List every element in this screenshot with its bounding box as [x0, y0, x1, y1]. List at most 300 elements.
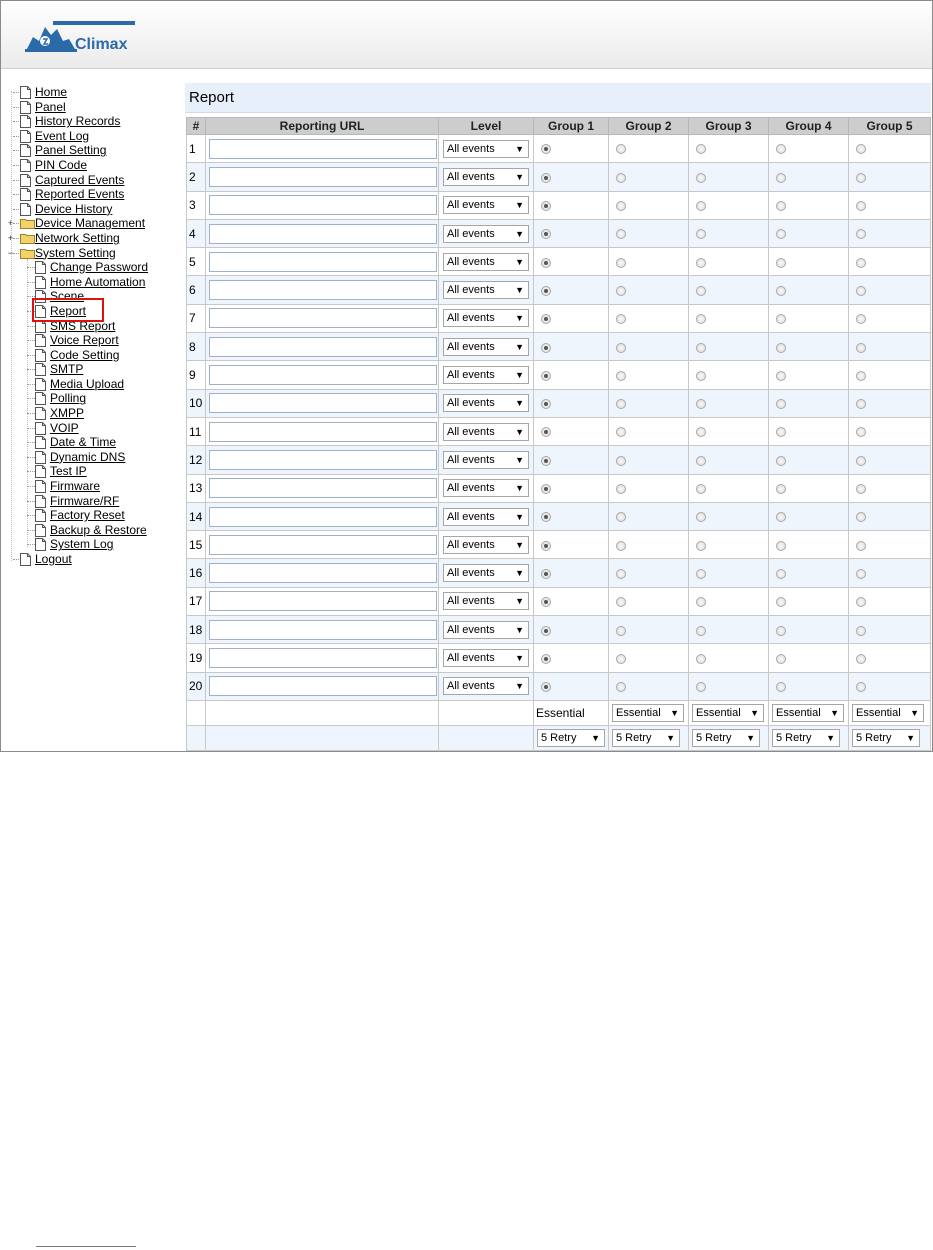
group3-radio[interactable]: [696, 286, 706, 296]
group2-level-select[interactable]: Essential ▼: [612, 704, 684, 722]
group3-radio[interactable]: [696, 343, 706, 353]
group1-radio[interactable]: [541, 427, 551, 437]
page-icon: [35, 538, 46, 551]
group3-radio[interactable]: [696, 654, 706, 664]
sidebar-item-firmware[interactable]: [5, 479, 181, 494]
page-icon: [35, 363, 46, 376]
group4-radio[interactable]: [776, 286, 786, 296]
level-footer-row: [187, 700, 931, 725]
group3-radio[interactable]: [696, 371, 706, 381]
group4-radio[interactable]: [776, 229, 786, 239]
sidebar-item-label[interactable]: Dynamic DNS: [50, 449, 126, 464]
level-select[interactable]: All events ▼: [443, 309, 529, 327]
column-header: Group 2: [609, 118, 689, 135]
page-icon: [20, 553, 31, 566]
sidebar-item-label[interactable]: Device Management: [35, 216, 146, 231]
table-row: [187, 361, 931, 389]
sidebar-item-label[interactable]: Captured Events: [35, 172, 125, 187]
sidebar-item-dynamic-dns[interactable]: [5, 450, 181, 465]
group5-radio[interactable]: [856, 144, 866, 154]
group3-radio[interactable]: [696, 626, 706, 636]
page-icon: [20, 174, 31, 187]
row-number: 6: [187, 276, 206, 304]
group3-retry-select[interactable]: 5 Retry ▼: [692, 729, 760, 747]
group2-radio[interactable]: [616, 229, 626, 239]
group1-radio[interactable]: [541, 626, 551, 636]
group5-radio[interactable]: [856, 682, 866, 692]
group4-radio[interactable]: [776, 201, 786, 211]
row-number: 3: [187, 191, 206, 219]
page-icon: [35, 480, 46, 493]
level-select[interactable]: All events ▼: [443, 677, 529, 695]
dropdown-arrow-icon: ▼: [515, 256, 524, 267]
report-table: [186, 117, 931, 751]
sidebar-item-label[interactable]: Panel Setting: [35, 143, 107, 158]
group1-radio[interactable]: [541, 201, 551, 211]
reporting-url-input[interactable]: [209, 535, 437, 555]
group4-radio[interactable]: [776, 541, 786, 551]
group3-radio[interactable]: [696, 258, 706, 268]
group4-radio[interactable]: [776, 597, 786, 607]
row-number: 1: [187, 135, 206, 163]
dropdown-arrow-icon: ▼: [515, 313, 524, 324]
group1-radio[interactable]: [541, 654, 551, 664]
table-row: [187, 417, 931, 445]
sidebar-item-device-history[interactable]: [5, 202, 181, 217]
page-title: Report: [185, 83, 931, 113]
column-header: #: [187, 118, 206, 135]
sidebar-item-panel-setting[interactable]: [5, 143, 181, 158]
group4-level-select[interactable]: Essential ▼: [772, 704, 844, 722]
sidebar-item-label[interactable]: Event Log: [35, 128, 90, 143]
level-select[interactable]: All events ▼: [443, 281, 529, 299]
page-icon: [35, 407, 46, 420]
sidebar-item-panel[interactable]: [5, 100, 181, 115]
dropdown-arrow-icon: ▼: [515, 568, 524, 579]
group2-radio[interactable]: [616, 484, 626, 494]
group5-radio[interactable]: [856, 626, 866, 636]
column-header: Group 5: [849, 118, 931, 135]
group3-level-select[interactable]: Essential ▼: [692, 704, 764, 722]
sidebar-item-reported-events[interactable]: [5, 187, 181, 202]
page-icon: [35, 378, 46, 391]
sidebar-item-smtp[interactable]: [5, 362, 181, 377]
page-icon: [35, 276, 46, 289]
group4-radio[interactable]: [776, 343, 786, 353]
reporting-url-input[interactable]: [209, 167, 437, 187]
group4-radio[interactable]: [776, 512, 786, 522]
row-number: 17: [187, 587, 206, 615]
sidebar-item-polling[interactable]: [5, 391, 181, 406]
group1-radio[interactable]: [541, 541, 551, 551]
group1-radio[interactable]: [541, 456, 551, 466]
group4-radio[interactable]: [776, 258, 786, 268]
group5-radio[interactable]: [856, 201, 866, 211]
dropdown-arrow-icon: ▼: [670, 707, 679, 718]
group2-radio[interactable]: [616, 541, 626, 551]
group1-radio[interactable]: [541, 597, 551, 607]
folder-icon: [20, 248, 35, 259]
dropdown-arrow-icon: ▼: [830, 707, 839, 718]
sidebar-nav: [5, 85, 181, 567]
group3-radio[interactable]: [696, 201, 706, 211]
level-select[interactable]: All events ▼: [443, 253, 529, 271]
table-row: [187, 644, 931, 672]
page-icon: [35, 451, 46, 464]
sidebar-item-label[interactable]: Home Automation: [50, 274, 146, 289]
group5-radio[interactable]: [856, 343, 866, 353]
group5-radio[interactable]: [856, 286, 866, 296]
level-select[interactable]: All events ▼: [443, 451, 529, 469]
row-number: 18: [187, 616, 206, 644]
sidebar-item-label[interactable]: Reported Events: [35, 187, 125, 202]
sidebar-item-change-password[interactable]: [5, 260, 181, 275]
reporting-url-input[interactable]: [209, 195, 437, 215]
row-number: 9: [187, 361, 206, 389]
group5-radio[interactable]: [856, 456, 866, 466]
table-row: [187, 333, 931, 361]
group2-radio[interactable]: [616, 173, 626, 183]
group3-radio[interactable]: [696, 173, 706, 183]
sidebar-item-label[interactable]: XMPP: [50, 406, 85, 421]
group4-radio[interactable]: [776, 654, 786, 664]
group2-radio[interactable]: [616, 597, 626, 607]
sidebar-item-label[interactable]: VOIP: [50, 420, 79, 435]
sidebar-item-pin-code[interactable]: [5, 158, 181, 173]
page-icon: [20, 188, 31, 201]
sidebar-item-label[interactable]: SMTP: [50, 362, 84, 377]
table-row: [187, 672, 931, 700]
level-select[interactable]: All events ▼: [443, 168, 529, 186]
group5-radio[interactable]: [856, 371, 866, 381]
table-header-row: [187, 118, 931, 135]
row-number: 5: [187, 248, 206, 276]
group3-radio[interactable]: [696, 229, 706, 239]
group5-radio[interactable]: [856, 399, 866, 409]
reporting-url-input[interactable]: [209, 224, 437, 244]
dropdown-arrow-icon: ▼: [515, 483, 524, 494]
dropdown-arrow-icon: ▼: [515, 143, 524, 154]
reporting-url-input[interactable]: [209, 507, 437, 527]
group3-radio[interactable]: [696, 484, 706, 494]
reporting-url-input[interactable]: [209, 450, 437, 470]
level-select[interactable]: All events ▼: [443, 225, 529, 243]
sidebar-item-test-ip[interactable]: [5, 464, 181, 479]
reporting-url-input[interactable]: [209, 337, 437, 357]
group2-radio[interactable]: [616, 343, 626, 353]
sidebar-item-device-management[interactable]: [5, 216, 181, 231]
table-row: [187, 616, 931, 644]
sidebar-item-label[interactable]: System Setting: [35, 245, 116, 260]
table-row: [187, 587, 931, 615]
group1-radio[interactable]: [541, 286, 551, 296]
group1-radio[interactable]: [541, 144, 551, 154]
group5-radio[interactable]: [856, 541, 866, 551]
level-select[interactable]: All events ▼: [443, 536, 529, 554]
group1-radio[interactable]: [541, 343, 551, 353]
reporting-url-input[interactable]: [209, 280, 437, 300]
dropdown-arrow-icon: ▼: [515, 285, 524, 296]
sidebar-item-event-log[interactable]: [5, 129, 181, 144]
group4-retry-select[interactable]: 5 Retry ▼: [772, 729, 840, 747]
group2-radio[interactable]: [616, 569, 626, 579]
level-select[interactable]: All events ▼: [443, 564, 529, 582]
sidebar-item-voip[interactable]: [5, 421, 181, 436]
row-number: 8: [187, 333, 206, 361]
sidebar-item-label[interactable]: Backup & Restore: [50, 522, 147, 537]
dropdown-arrow-icon: ▼: [515, 681, 524, 692]
sidebar-item-label[interactable]: Scene: [50, 289, 85, 304]
sidebar-item-code-setting[interactable]: [5, 348, 181, 363]
group2-radio[interactable]: [616, 201, 626, 211]
group5-radio[interactable]: [856, 427, 866, 437]
table-row: [187, 304, 931, 332]
column-header: Group 1: [534, 118, 609, 135]
column-header: Level: [439, 118, 534, 135]
level-select[interactable]: All events ▼: [443, 508, 529, 526]
group5-radio[interactable]: [856, 314, 866, 324]
sidebar-item-label[interactable]: Firmware/RF: [50, 493, 120, 508]
column-header: Reporting URL: [206, 118, 439, 135]
reporting-url-input[interactable]: [209, 563, 437, 583]
group2-radio[interactable]: [616, 654, 626, 664]
dropdown-arrow-icon: ▼: [515, 596, 524, 607]
sidebar-item-network-setting[interactable]: [5, 231, 181, 246]
group3-radio[interactable]: [696, 314, 706, 324]
sidebar-item-label[interactable]: Device History: [35, 201, 113, 216]
sidebar-item-history-records[interactable]: [5, 114, 181, 129]
climax-logo: [23, 15, 139, 59]
group2-radio[interactable]: [616, 456, 626, 466]
sidebar-item-label[interactable]: SMS Report: [50, 318, 116, 333]
row-number: 7: [187, 304, 206, 332]
group2-radio[interactable]: [616, 314, 626, 324]
page-icon: [35, 509, 46, 522]
table-row: [187, 248, 931, 276]
group1-radio[interactable]: [541, 173, 551, 183]
dropdown-arrow-icon: ▼: [591, 732, 600, 743]
group1-radio[interactable]: [541, 484, 551, 494]
group4-radio[interactable]: [776, 144, 786, 154]
sidebar-item-backup-restore[interactable]: [5, 523, 181, 538]
logo-text: Climax: [75, 36, 128, 53]
group2-retry-select[interactable]: 5 Retry ▼: [612, 729, 680, 747]
group1-radio[interactable]: [541, 371, 551, 381]
collapse-icon[interactable]: −: [7, 247, 14, 258]
group2-radio[interactable]: [616, 144, 626, 154]
sidebar-item-label[interactable]: PIN Code: [35, 157, 88, 172]
group5-level-select[interactable]: Essential ▼: [852, 704, 924, 722]
dropdown-arrow-icon: ▼: [910, 707, 919, 718]
group4-radio[interactable]: [776, 456, 786, 466]
sidebar-item-home[interactable]: [5, 85, 181, 100]
group3-radio[interactable]: [696, 541, 706, 551]
reporting-url-input[interactable]: [209, 365, 437, 385]
group5-radio[interactable]: [856, 229, 866, 239]
page-icon: [35, 524, 46, 537]
group2-radio[interactable]: [616, 286, 626, 296]
group4-radio[interactable]: [776, 314, 786, 324]
page-icon: [35, 261, 46, 274]
sidebar-item-label[interactable]: System Log: [50, 537, 114, 552]
folder-icon: [20, 218, 35, 229]
reporting-url-input[interactable]: [209, 252, 437, 272]
page-icon: [35, 392, 46, 405]
expand-icon[interactable]: +: [7, 218, 14, 229]
group2-radio[interactable]: [616, 682, 626, 692]
sidebar-item-firmware-rf[interactable]: [5, 494, 181, 509]
row-number: 12: [187, 446, 206, 474]
group5-radio[interactable]: [856, 512, 866, 522]
table-row: [187, 474, 931, 502]
level-select[interactable]: All events ▼: [443, 196, 529, 214]
sidebar-item-label[interactable]: Logout: [35, 552, 72, 566]
sidebar-item-date-time[interactable]: [5, 435, 181, 450]
sidebar-item-label[interactable]: Code Setting: [50, 347, 120, 362]
group1-radio[interactable]: [541, 569, 551, 579]
reporting-url-input[interactable]: [209, 308, 437, 328]
group3-radio[interactable]: [696, 456, 706, 466]
group1-retry-select[interactable]: 5 Retry ▼: [537, 729, 605, 747]
sidebar-item-label[interactable]: Factory Reset: [50, 508, 125, 523]
group3-radio[interactable]: [696, 512, 706, 522]
group3-radio[interactable]: [696, 682, 706, 692]
sidebar-item-voice-report[interactable]: [5, 333, 181, 348]
sidebar-item-label[interactable]: Firmware: [50, 479, 100, 494]
reporting-url-input[interactable]: [209, 648, 437, 668]
group3-radio[interactable]: [696, 597, 706, 607]
group5-radio[interactable]: [856, 569, 866, 579]
group2-radio[interactable]: [616, 427, 626, 437]
reporting-url-input[interactable]: [209, 393, 437, 413]
sidebar-item-label[interactable]: Voice Report: [50, 333, 119, 348]
dropdown-arrow-icon: ▼: [515, 228, 524, 239]
folder-icon: [20, 233, 35, 244]
group1-radio[interactable]: [541, 314, 551, 324]
group5-radio[interactable]: [856, 258, 866, 268]
reporting-url-input[interactable]: [209, 422, 437, 442]
group5-retry-select[interactable]: 5 Retry ▼: [852, 729, 920, 747]
group1-radio[interactable]: [541, 399, 551, 409]
group3-radio[interactable]: [696, 399, 706, 409]
column-header: Group 4: [769, 118, 849, 135]
dropdown-arrow-icon: ▼: [666, 732, 675, 743]
sidebar-item-system-setting[interactable]: [5, 246, 181, 261]
page-icon: [35, 349, 46, 362]
sidebar-item-label[interactable]: History Records: [35, 114, 121, 129]
group4-radio[interactable]: [776, 399, 786, 409]
report-highlight-box: [32, 298, 104, 322]
group2-radio[interactable]: [616, 371, 626, 381]
reporting-url-input[interactable]: [209, 620, 437, 640]
table-row: [187, 219, 931, 247]
group1-radio[interactable]: [541, 512, 551, 522]
sidebar-item-label[interactable]: Home: [35, 85, 68, 99]
group3-radio[interactable]: [696, 144, 706, 154]
page-icon: [20, 144, 31, 157]
row-number: 13: [187, 474, 206, 502]
level-select[interactable]: All events ▼: [443, 479, 529, 497]
sidebar-item-label[interactable]: Network Setting: [35, 230, 120, 245]
group2-radio[interactable]: [616, 626, 626, 636]
group1-radio[interactable]: [541, 258, 551, 268]
group5-radio[interactable]: [856, 597, 866, 607]
page-icon: [20, 130, 31, 143]
table-row: [187, 389, 931, 417]
level-select[interactable]: All events ▼: [443, 140, 529, 158]
level-select[interactable]: All events ▼: [443, 338, 529, 356]
level-select[interactable]: All events ▼: [443, 394, 529, 412]
table-row: [187, 135, 931, 163]
reporting-url-input[interactable]: [209, 139, 437, 159]
page-icon: [35, 436, 46, 449]
group2-radio[interactable]: [616, 512, 626, 522]
reporting-url-input[interactable]: [209, 591, 437, 611]
group3-radio[interactable]: [696, 569, 706, 579]
sidebar-item-xmpp[interactable]: [5, 406, 181, 421]
sidebar-item-label[interactable]: Change Password: [50, 260, 149, 275]
group4-radio[interactable]: [776, 484, 786, 494]
sidebar-item-label[interactable]: Test IP: [50, 464, 87, 479]
group4-radio[interactable]: [776, 626, 786, 636]
dropdown-arrow-icon: ▼: [515, 454, 524, 465]
group4-radio[interactable]: [776, 371, 786, 381]
dropdown-arrow-icon: ▼: [906, 732, 915, 743]
level-select[interactable]: All events ▼: [443, 423, 529, 441]
group5-radio[interactable]: [856, 654, 866, 664]
reporting-url-input[interactable]: [209, 676, 437, 696]
group1-radio[interactable]: [541, 682, 551, 692]
table-row: [187, 502, 931, 530]
group2-radio[interactable]: [616, 258, 626, 268]
sidebar-item-logout[interactable]: [5, 552, 181, 567]
group3-radio[interactable]: [696, 427, 706, 437]
group4-radio[interactable]: [776, 682, 786, 692]
group5-radio[interactable]: [856, 173, 866, 183]
sidebar-item-factory-reset[interactable]: [5, 508, 181, 523]
table-row: [187, 446, 931, 474]
sidebar-item-label[interactable]: Media Upload: [50, 376, 125, 391]
retry-footer-row: [187, 725, 931, 750]
group2-radio[interactable]: [616, 399, 626, 409]
group4-radio[interactable]: [776, 569, 786, 579]
sidebar-item-captured-events[interactable]: [5, 173, 181, 188]
group4-radio[interactable]: [776, 173, 786, 183]
sidebar-item-label[interactable]: Report: [50, 303, 87, 318]
page-footer-rule: [36, 1246, 136, 1247]
group1-radio[interactable]: [541, 229, 551, 239]
group4-radio[interactable]: [776, 427, 786, 437]
expand-icon[interactable]: +: [7, 232, 14, 243]
level-select[interactable]: All events ▼: [443, 592, 529, 610]
sidebar-item-media-upload[interactable]: [5, 377, 181, 392]
dropdown-arrow-icon: ▼: [826, 732, 835, 743]
sidebar-item-label[interactable]: Polling: [50, 391, 87, 406]
level-select[interactable]: All events ▼: [443, 366, 529, 384]
reporting-url-input[interactable]: [209, 478, 437, 498]
group5-radio[interactable]: [856, 484, 866, 494]
row-number: 16: [187, 559, 206, 587]
level-select[interactable]: All events ▼: [443, 621, 529, 639]
sidebar-item-label[interactable]: Date & Time: [50, 435, 117, 450]
sidebar-item-label[interactable]: Panel: [35, 99, 66, 114]
sidebar-item-system-log[interactable]: [5, 537, 181, 552]
level-select[interactable]: All events ▼: [443, 649, 529, 667]
table-row: [187, 559, 931, 587]
row-number: 14: [187, 502, 206, 530]
sidebar-item-home-automation[interactable]: [5, 275, 181, 290]
dropdown-arrow-icon: ▼: [515, 539, 524, 550]
